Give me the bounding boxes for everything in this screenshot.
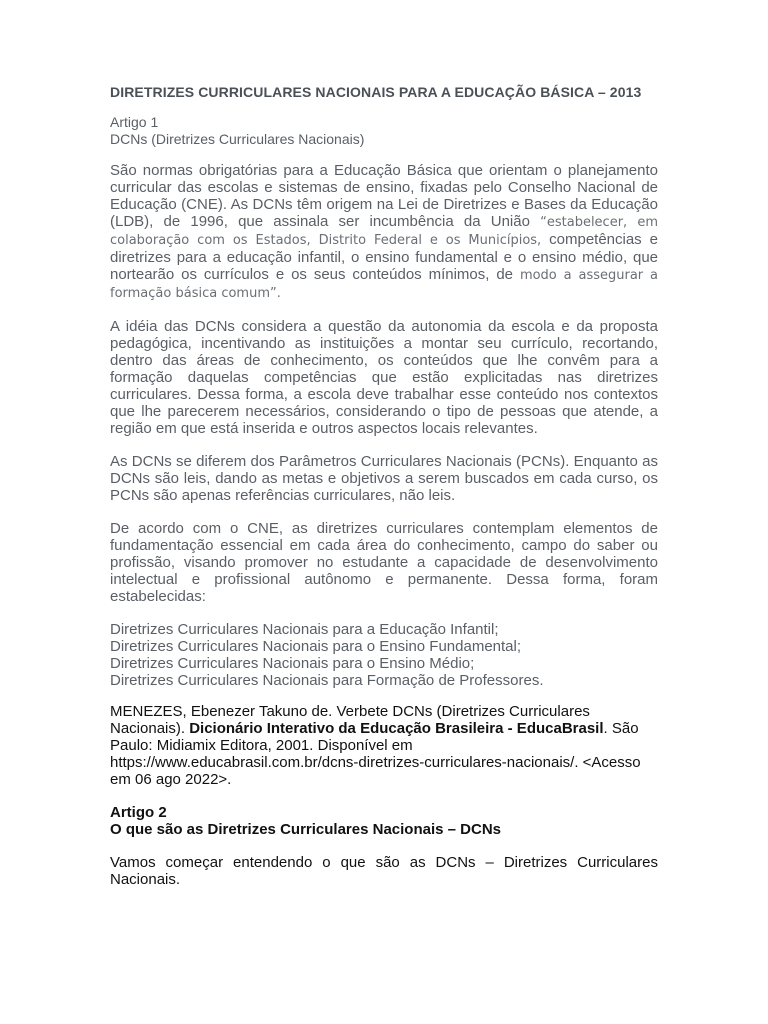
- article1-paragraph-3: As DCNs se diferem dos Parâmetros Curriculares Nacionais (PCNs). Enquanto as DCNs são leis, dando as metas e objetivos a serem buscados em cada curso, os PCNs são apenas referências curriculares, não leis.: [110, 453, 658, 504]
- bibliographic-reference: [110, 703, 658, 788]
- article1-paragraph-2: A idéia das DCNs considera a questão da autonomia da escola e da proposta pedagógica, incentivando as instituições a montar seu currículo, recortando, dentro das áreas de conhecimento, os conteúdos que lhe convêm para a formação daquelas competências que estão explicitadas nas diretrizes curriculares. Dessa forma, a escola deve trabalhar esse conteúdo nos contextos que lhe parecerem necessários, considerando o tipo de pessoas que atende, a região em que está inserida e outros aspectos locais relevantes.: [110, 318, 658, 437]
- law-quote-part-a: “estabelecer, em colaboração com os Estados, Distrito Federal e os Municípios,: [110, 215, 658, 248]
- dcn-list: [110, 621, 658, 689]
- list-item: Diretrizes Curriculares Nacionais para a Educação Infantil;: [110, 621, 499, 638]
- list-item: Diretrizes Curriculares Nacionais para o Ensino Fundamental;: [110, 638, 522, 655]
- article2-paragraph-1: Vamos começar entendendo o que são as DCNs – Diretrizes Curriculares Nacionais.: [110, 854, 658, 888]
- article1-subtitle: DCNs (Diretrizes Curriculares Nacionais): [110, 131, 365, 147]
- document-title: DIRETRIZES CURRICULARES NACIONAIS PARA A EDUCAÇÃO BÁSICA – 2013: [110, 84, 642, 100]
- list-item: Diretrizes Curriculares Nacionais para Formação de Professores.: [110, 672, 544, 689]
- paragraph-text-b: competências e diretrizes para a educação infantil, o ensino fundamental e o ensino médio, que nortearão os currículos e os seus conteúdos mínimos, de: [110, 231, 658, 283]
- article2-label: Artigo 2: [110, 804, 167, 821]
- article1-header: [110, 114, 658, 148]
- article1-paragraph-4: De acordo com o CNE, as diretrizes curriculares contemplam elementos de fundamentação essencial em cada área do conhecimento, campo do saber ou profissão, visando promover no estudante a capacidade de desenvolvimento intelectual e profissional autônomo e permanente. Dessa forma, foram estabelecidas:: [110, 520, 658, 605]
- reference-text: MENEZES, Ebenezer Takuno de. Verbete DCNs (Diretrizes Curriculares Nacionais).: [110, 703, 590, 737]
- article1-label: Artigo 1: [110, 114, 159, 130]
- paragraph-text: São normas obrigatórias para a Educação Básica que orientam o planejamento curricular das escolas e sistemas de ensino, fixadas pelo Conselho Nacional de Educação (CNE). As DCNs têm origem na Lei de Diretrizes e Bases da Educação (LDB), de 1996, que assinala ser incumbência da União: [110, 162, 658, 230]
- reference-work-title: Dicionário Interativo da Educação Brasileira - EducaBrasil: [189, 720, 604, 737]
- article1-paragraph-1: [110, 162, 658, 302]
- reference-text-end: . São Paulo: Midiamix Editora, 2001. Disponível em https://www.educabrasil.com.br/dcns-diretrizes-curriculares-nacionais/. <Acesso em 06 ago 2022>.: [110, 720, 641, 788]
- article2-header: [110, 804, 658, 838]
- article2-subtitle: O que são as Diretrizes Curriculares Nacionais – DCNs: [110, 821, 501, 838]
- list-item: Diretrizes Curriculares Nacionais para o Ensino Médio;: [110, 655, 475, 672]
- document-content: [110, 84, 658, 904]
- law-quote-part-b: modo a assegurar a formação básica comum”.: [110, 268, 658, 301]
